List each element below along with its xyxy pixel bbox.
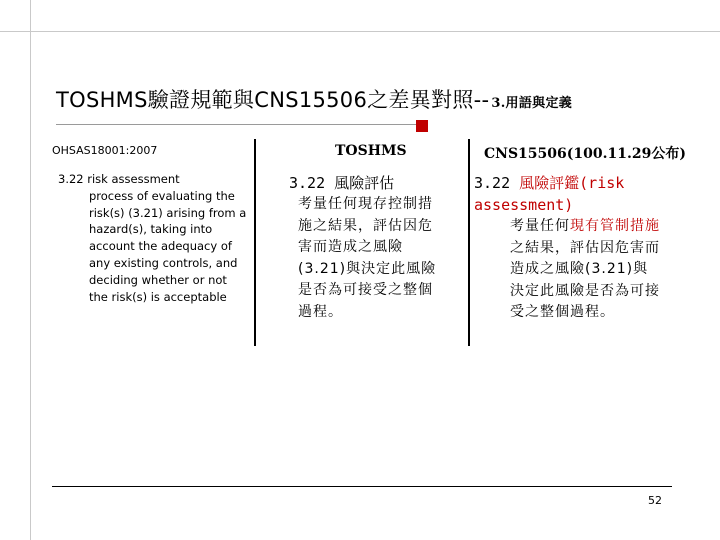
col3-term-number: 3.22	[474, 174, 520, 192]
slide-title	[56, 84, 572, 114]
col3-def-highlight: 現有管制措施	[570, 218, 660, 234]
col3-definition	[510, 216, 660, 324]
col1-definition: process of evaluating the risk(s) (3.21) arising from a hazard(s), taking into account the adequacy of any existing controls, and deciding whether or not the risk(s) is acceptable	[89, 188, 247, 304]
title-underline	[56, 124, 416, 125]
page-number: 52	[648, 494, 662, 507]
col3-header: CNS15506(100.11.29公布)	[484, 146, 686, 162]
col3-def-part1: 考量任何	[510, 218, 570, 234]
col1-header: OHSAS18001:2007	[52, 144, 158, 157]
col3-def-part3: 之結果，評估因危害而造成之風險(3.21)與決定此風險是否為可接受之整個過程。	[510, 239, 660, 320]
col2-term: 3.22 風險評估	[289, 174, 395, 192]
column-divider-2	[468, 139, 470, 346]
col3-term-block	[474, 172, 674, 216]
title-main: TOSHMS驗證規範與CNS15506之差異對照--	[56, 88, 490, 112]
title-accent-block	[416, 120, 428, 132]
footer-rule	[52, 486, 672, 487]
col1-content	[58, 171, 248, 305]
col3-term: 風險評鑑(risk assessment)	[474, 174, 625, 214]
col2-definition: 考量任何現存控制措施之結果，評估因危害而造成之風險(3.21)與決定此風險是否為可接受之整個過程。	[298, 196, 437, 320]
col1-term: 3.22 risk assessment	[58, 172, 180, 186]
slide-frame-left	[30, 0, 31, 540]
title-sub: 3.用語與定義	[491, 96, 573, 111]
slide-frame-top	[0, 31, 720, 32]
column-divider-1	[254, 139, 256, 346]
col2-header: TOSHMS	[335, 143, 407, 159]
